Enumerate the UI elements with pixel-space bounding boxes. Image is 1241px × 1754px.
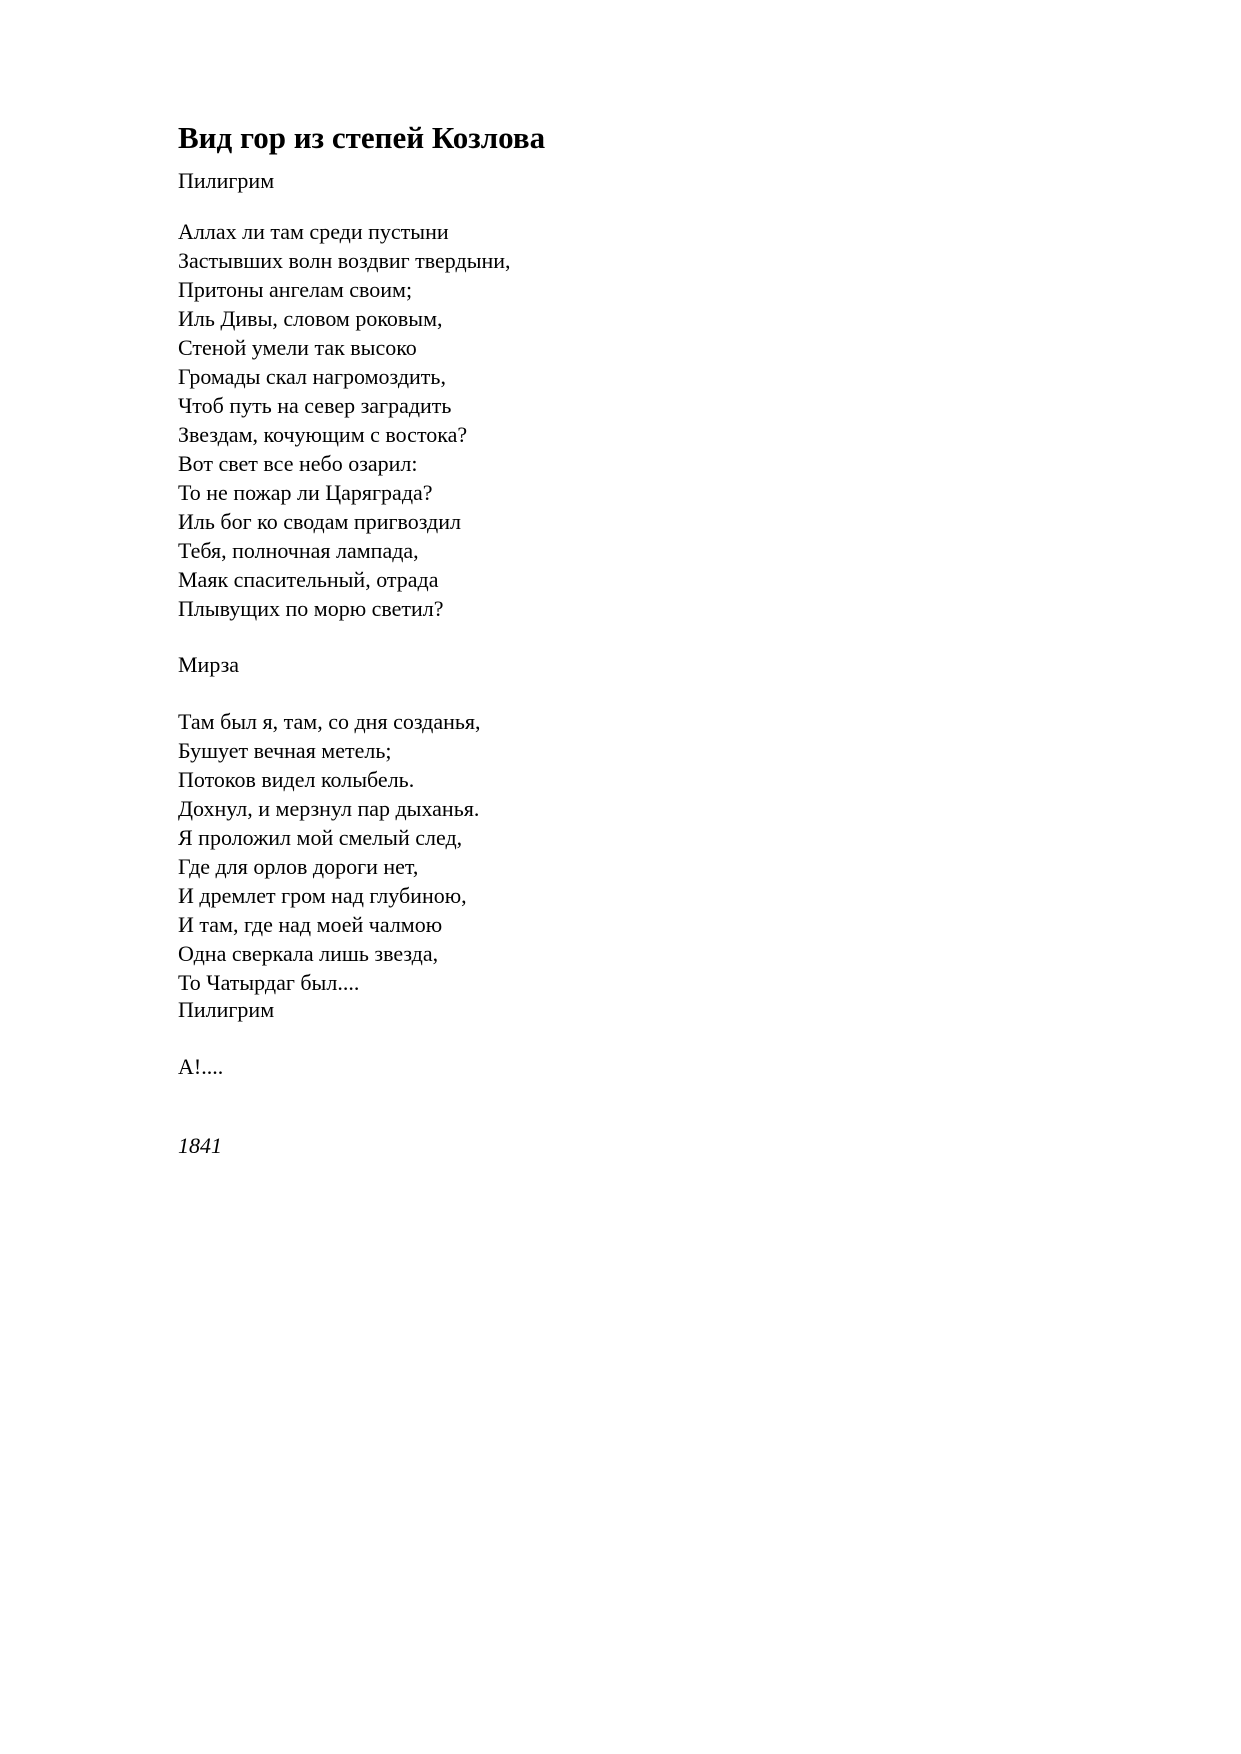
poem-line: Иль бог ко сводам пригвоздил	[178, 509, 461, 534]
poem-line: Маяк спасительный, отрада	[178, 567, 439, 592]
poem-line: Аллах ли там среди пустыни	[178, 219, 449, 244]
poem-line: Одна сверкала лишь звезда,	[178, 941, 439, 966]
poem-line: Притоны ангелам своим;	[178, 277, 413, 302]
stanza-2	[178, 707, 481, 997]
poem-line: Где для орлов дороги нет,	[178, 854, 419, 879]
poem-line: Дохнул, и мерзнул пар дыханья.	[178, 796, 480, 821]
stanza-3	[178, 1052, 223, 1081]
poem-title: Вид гор из степей Козлова	[178, 120, 546, 155]
poem-line: Бушует вечная метель;	[178, 738, 392, 763]
poem-line: То не пожар ли Царяграда?	[178, 480, 433, 505]
poem-line: А!....	[178, 1054, 224, 1079]
poem-line: Громады скал нагромоздить,	[178, 364, 446, 389]
stanza-1	[178, 217, 511, 623]
poem-line: Стеной умели так высоко	[178, 335, 417, 360]
speaker-name: Мирза	[178, 652, 240, 677]
poem-line: То Чатырдаг был....	[178, 970, 360, 995]
poem-line: Чтоб путь на север заградить	[178, 393, 452, 418]
poem-line: И дремлет гром над глубиною,	[178, 883, 467, 908]
poem-date: 1841	[178, 1133, 222, 1158]
speaker-name: Пилигрим	[178, 997, 275, 1022]
poem-line: Я проложил мой смелый след,	[178, 825, 463, 850]
poem-line: Иль Дивы, словом роковым,	[178, 306, 443, 331]
poem-line: Звездам, кочующим с востока?	[178, 422, 468, 447]
poem-line: Там был я, там, со дня созданья,	[178, 709, 481, 734]
poem-line: Тебя, полночная лампада,	[178, 538, 419, 563]
poem-line: И там, где над моей чалмою	[178, 912, 443, 937]
poem-line: Вот свет все небо озарил:	[178, 451, 418, 476]
poem-line: Застывших волн воздвиг твердыни,	[178, 248, 511, 273]
poem-line: Потоков видел колыбель.	[178, 767, 415, 792]
speaker-name: Пилигрим	[178, 168, 275, 193]
poem-line: Плывущих по морю светил?	[178, 596, 444, 621]
